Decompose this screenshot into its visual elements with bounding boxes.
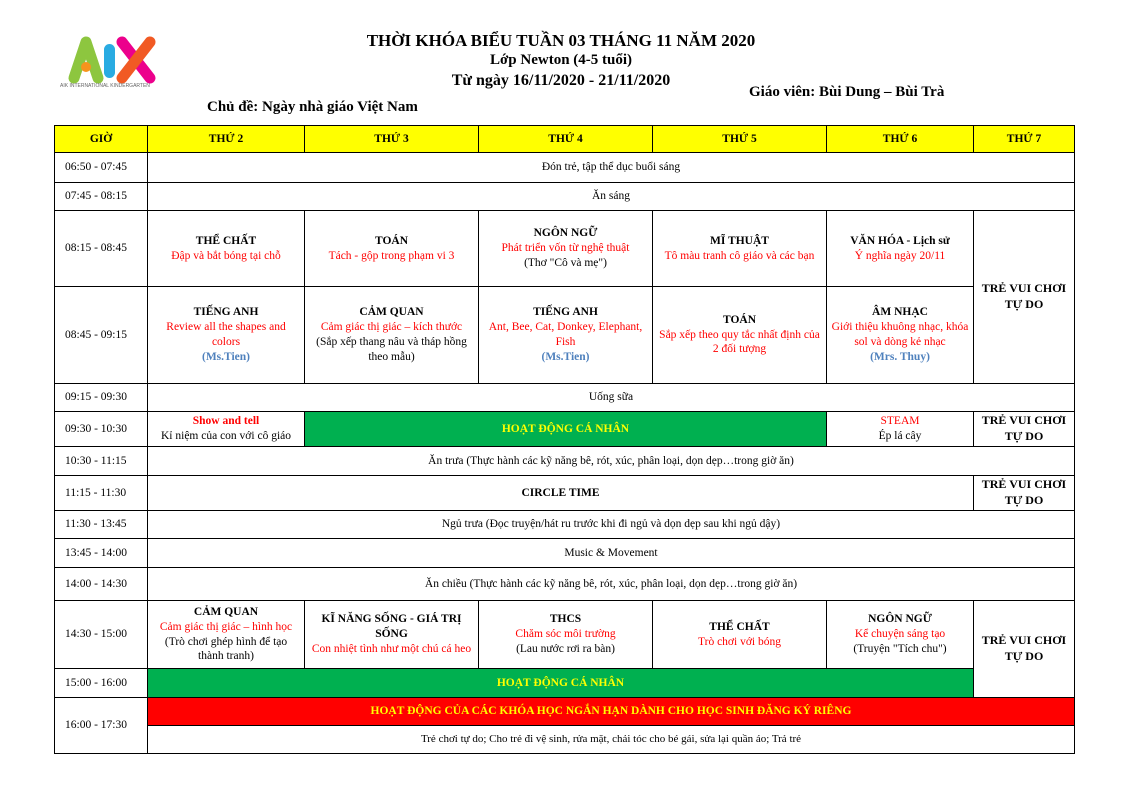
topic: Chủ đề: Ngày nhà giáo Việt Nam — [207, 99, 418, 115]
subject-detail: Trò chơi với bóng — [698, 635, 781, 648]
subject-detail: Cảm giác thị giác – hình học — [159, 620, 293, 633]
circle-time-cell: CIRCLE TIME — [148, 476, 974, 511]
activity-cell — [827, 412, 974, 447]
free-play-cell: TRẺ VUI CHƠI TỰ DO — [974, 476, 1075, 511]
subject-title: TIẾNG ANH — [533, 306, 598, 319]
individual-activity-cell: HOẠT ĐỘNG CÁ NHÂN — [148, 669, 974, 698]
free-play-cell: TRẺ VUI CHƠI TỰ DO — [974, 601, 1075, 698]
subject-title: NGÔN NGỮ — [533, 227, 598, 240]
table-row — [55, 183, 1075, 211]
table-row — [55, 539, 1075, 568]
time-cell: 15:00 - 16:00 — [55, 669, 148, 698]
table-row — [55, 698, 1075, 726]
col-time: GIỜ — [55, 126, 148, 153]
timetable — [54, 125, 1075, 754]
page-title: THỜI KHÓA BIỂU TUẦN 03 THÁNG 11 NĂM 2020 — [366, 31, 756, 50]
activity-cell — [148, 412, 305, 447]
col-thu: THỨ 5 — [653, 126, 827, 153]
time-cell: 13:45 - 14:00 — [55, 539, 148, 568]
time-cell: 09:15 - 09:30 — [55, 384, 148, 412]
subject-detail: Kỉ niệm của con với cô giáo — [161, 430, 291, 442]
free-play-cell: TRẺ VUI CHƠI TỰ DO — [974, 211, 1075, 384]
subject-title: MĨ THUẬT — [710, 234, 769, 247]
short-course-cell: HOẠT ĐỘNG CỦA CÁC KHÓA HỌC NGẮN HẠN DÀNH CHO HỌC SINH ĐĂNG KÝ RIÊNG — [148, 698, 1075, 726]
subject-teacher: (Ms.Tien) — [541, 350, 590, 363]
activity-cell — [827, 211, 974, 287]
time-cell: 14:00 - 14:30 — [55, 568, 148, 601]
subject-detail: Kể chuyện sáng tạo — [854, 628, 946, 641]
activity-cell: Ngủ trưa (Đọc truyện/hát ru trước khi đi ngủ và dọn dẹp sau khi ngủ dậy) — [148, 511, 1075, 539]
activity-cell — [305, 287, 479, 384]
table-row — [55, 287, 1075, 384]
activity-cell — [653, 601, 827, 669]
time-cell: 09:30 - 10:30 — [55, 412, 148, 447]
subject-detail: Ant, Bee, Cat, Donkey, Elephant, Fish — [488, 321, 643, 348]
header-row — [55, 126, 1075, 153]
table-row — [55, 476, 1075, 511]
subject-detail: Review all the shapes and colors — [166, 321, 286, 348]
activity-cell: Uống sữa — [148, 384, 1075, 412]
class-name: Lớp Newton (4-5 tuổi) — [489, 52, 633, 68]
subject-detail: Phát triển vốn từ nghệ thuật — [501, 242, 630, 255]
table-row — [55, 726, 1075, 754]
activity-cell — [148, 211, 305, 287]
subject-detail: Giới thiệu khuông nhạc, khóa sol và dòng kẻ nhạc — [831, 321, 969, 348]
activity-cell — [479, 287, 653, 384]
col-mon: THỨ 2 — [148, 126, 305, 153]
subject-note: (Trò chơi ghép hình để tạo thành tranh) — [164, 635, 288, 663]
subject-title: THỂ CHẤT — [709, 620, 770, 633]
subject-title: TOÁN — [722, 313, 757, 326]
teacher-names: Giáo viên: Bùi Dung – Bùi Trà — [749, 84, 945, 100]
col-wed: THỨ 4 — [479, 126, 653, 153]
subject-title: THCS — [549, 613, 582, 626]
activity-cell — [479, 211, 653, 287]
subject-note: (Thơ "Cô và mẹ") — [524, 256, 607, 269]
subject-detail: Con nhiệt tình như một chú cá heo — [311, 642, 472, 655]
time-cell: 07:45 - 08:15 — [55, 183, 148, 211]
individual-activity-cell: HOẠT ĐỘNG CÁ NHÂN — [305, 412, 827, 447]
activity-cell: Ăn sáng — [148, 183, 1075, 211]
time-cell: 11:30 - 13:45 — [55, 511, 148, 539]
subject-title: TOÁN — [374, 234, 409, 247]
activity-cell — [305, 211, 479, 287]
dismissal-cell: Trẻ chơi tự do; Cho trẻ đi vệ sinh, rửa mặt, chải tóc cho bé gái, sửa lại quần áo; Trả trẻ — [148, 726, 1075, 754]
subject-detail: Chăm sóc môi trường — [515, 628, 616, 641]
time-cell: 06:50 - 07:45 — [55, 153, 148, 183]
activity-cell — [479, 601, 653, 669]
table-row — [55, 153, 1075, 183]
subject-detail: Ép lá cây — [878, 430, 922, 442]
table-row — [55, 669, 1075, 698]
activity-cell: Music & Movement — [148, 539, 1075, 568]
subject-detail: Tách - gộp trong phạm vi 3 — [328, 249, 455, 262]
activity-cell — [827, 601, 974, 669]
subject-note: (Sắp xếp thang nâu và tháp hồng theo mẫu) — [316, 336, 467, 363]
activity-cell — [653, 287, 827, 384]
subject-title: KĨ NĂNG SỐNG - GIÁ TRỊ SỐNG — [321, 613, 462, 641]
table-row — [55, 511, 1075, 539]
subject-note: (Lau nước rơi ra bàn) — [516, 642, 615, 655]
logo-text: AIK INTERNATIONAL KINDERGARTEN — [60, 83, 150, 89]
free-play-cell: TRẺ VUI CHƠI TỰ DO — [974, 412, 1075, 447]
subject-teacher: (Ms.Tien) — [201, 350, 251, 363]
activity-cell: Ăn trưa (Thực hành các kỹ năng bê, rót, xúc, phân loại, dọn dẹp…trong giờ ăn) — [148, 447, 1075, 476]
time-cell: 08:45 - 09:15 — [55, 287, 148, 384]
subject-detail: Đập và bắt bóng tại chỗ — [171, 249, 281, 262]
subject-detail: Ý nghĩa ngày 20/11 — [854, 249, 946, 262]
activity-cell — [148, 287, 305, 384]
time-cell: 16:00 - 17:30 — [55, 698, 148, 754]
subject-detail: Cảm giác thị giác – kích thước — [320, 321, 463, 334]
table-row — [55, 568, 1075, 601]
subject-teacher: (Mrs. Thuy) — [870, 350, 930, 363]
subject-title: ÂM NHẠC — [872, 306, 928, 319]
table-row — [55, 384, 1075, 412]
date-range: Từ ngày 16/11/2020 - 21/11/2020 — [451, 72, 671, 89]
subject-title: TIẾNG ANH — [193, 306, 259, 319]
col-tue: THỨ 3 — [305, 126, 479, 153]
activity-cell — [305, 601, 479, 669]
subject-note: (Truyện "Tích chu") — [853, 642, 947, 655]
time-cell: 11:15 - 11:30 — [55, 476, 148, 511]
time-cell: 08:15 - 08:45 — [55, 211, 148, 287]
subject-detail: Tô màu tranh cô giáo và các bạn — [664, 249, 815, 262]
table-row — [55, 412, 1075, 447]
subject-title: CẢM QUAN — [193, 605, 259, 618]
activity-cell — [827, 287, 974, 384]
table-row — [55, 601, 1075, 669]
activity-cell: Đón trẻ, tập thể dục buổi sáng — [148, 153, 1075, 183]
subject-detail: Sắp xếp theo quy tắc nhất định của 2 đối tượng — [659, 328, 820, 356]
subject-title: Show and tell — [192, 415, 260, 428]
activity-cell — [148, 601, 305, 669]
table-row — [55, 447, 1075, 476]
subject-title: CẢM QUAN — [359, 306, 424, 319]
subject-title: NGÔN NGỮ — [868, 613, 932, 626]
subject-title: THỂ CHẤT — [195, 234, 257, 247]
table-row — [55, 211, 1075, 287]
subject-title: STEAM — [880, 415, 920, 428]
col-fri: THỨ 6 — [827, 126, 974, 153]
subject-title: VĂN HÓA - Lịch sử — [850, 234, 950, 247]
activity-cell: Ăn chiều (Thực hành các kỹ năng bê, rót, xúc, phân loại, dọn dẹp…trong giờ ăn) — [148, 568, 1075, 601]
time-cell: 10:30 - 11:15 — [55, 447, 148, 476]
col-sat: THỨ 7 — [974, 126, 1075, 153]
activity-cell — [653, 211, 827, 287]
time-cell: 14:30 - 15:00 — [55, 601, 148, 669]
